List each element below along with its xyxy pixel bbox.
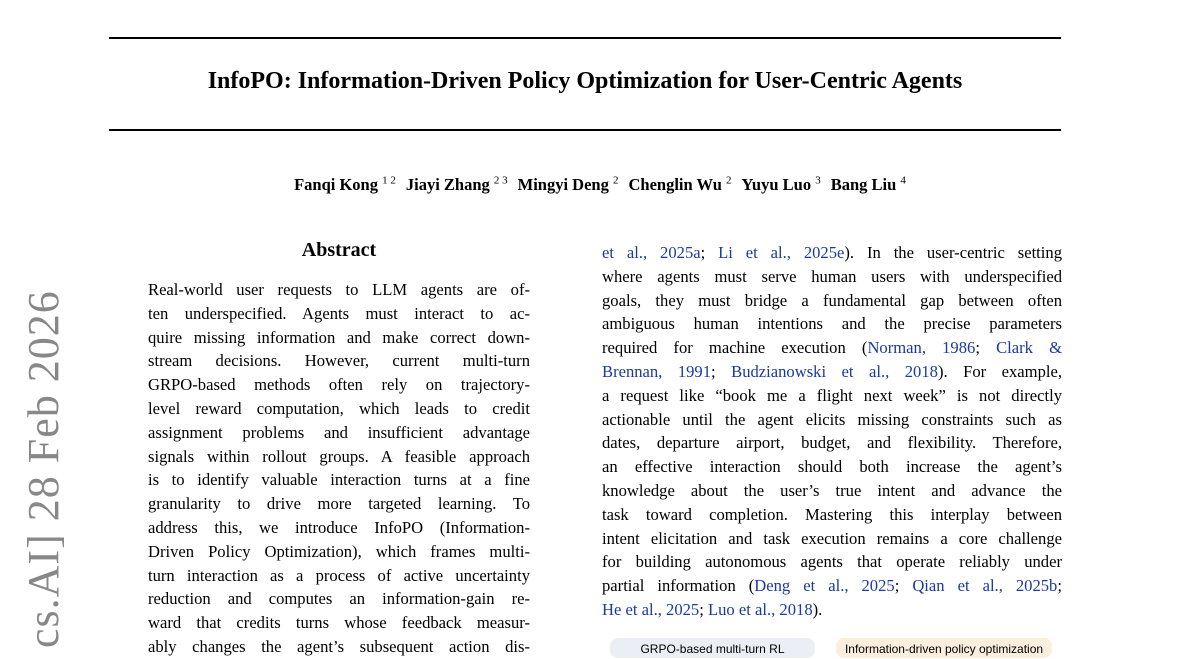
text-line [602,503,1062,527]
author-affiliation: 2 3 [493,174,508,186]
text-span: partial information ( [602,576,755,596]
text-span: ; [711,361,732,381]
text-line [602,336,1062,360]
figure-box-infopo: Information-driven policy optimization [836,638,1052,658]
text-line [602,455,1062,479]
paper-title: InfoPO: Information-Driven Policy Optimization for User-Centric Agents [207,68,963,94]
citation-link[interactable]: Clark & [996,338,1062,358]
abstract-line: turn interaction as a process of active uncertainty [148,565,530,585]
abstract-line: address this, we introduce InfoPO (Information- [148,517,530,537]
top-rule [109,37,1061,39]
text-line [602,550,1062,574]
author-affiliation: 4 [900,174,906,186]
abstract-body [148,278,530,659]
text-line [602,479,1062,503]
text-line [602,360,1062,384]
abstract-line: level reward computation, which leads to credit [148,398,530,418]
author [628,175,731,194]
text-span: for building autonomous agents that operate reliably under [602,552,1062,572]
abstract-heading: Abstract [301,239,377,261]
author [831,175,906,194]
text-span: actionable until the agent elicits missing constraints such as [602,409,1062,429]
author-name: Fanqi Kong [294,174,378,194]
text-line [602,598,1062,622]
citation-link[interactable]: Norman, 1986 [867,338,976,358]
text-span: required for machine execution ( [602,338,868,358]
title-rule [109,129,1061,131]
abstract-line: quire missing information and make correct down- [148,327,530,347]
author [742,175,821,194]
citation-link[interactable]: et al., 2025a [602,243,701,262]
citation-link[interactable]: Deng et al., 2025 [754,576,895,596]
abstract-line: GRPO-based methods often rely on trajectory- [148,375,530,395]
text-span: ambiguous human intentions and the precise parameters [602,314,1062,334]
citation-link[interactable]: Li et al., 2025e [718,243,845,262]
citation-link[interactable]: Budzianowski et al., 2018 [731,361,938,381]
abstract-line: ten underspecified. Agents must interact to ac- [148,303,530,323]
author-list [0,174,1200,195]
citation-link[interactable]: Luo et al., 2018 [708,599,813,619]
author [406,175,508,194]
text-span: ; [894,576,913,596]
abstract-line: is to identify valuable interaction turns at a fine [148,470,530,490]
text-span: ; [699,599,708,619]
author [518,175,619,194]
abstract-line: Driven Policy Optimization), which frames multi- [148,541,530,561]
text-line [602,312,1062,336]
text-span: intent elicitation and task execution remains a core challenge [602,528,1062,548]
author-affiliation: 3 [815,174,821,186]
text-span: task toward completion. Mastering this interplay between [602,504,1062,524]
author-name: Mingyi Deng [517,174,609,194]
author-name: Bang Liu [830,174,897,194]
text-line [602,289,1062,313]
text-line [602,408,1062,432]
text-line [602,265,1062,289]
abstract-line: Real-world user requests to LLM agents are of- [148,280,530,299]
text-line [602,384,1062,408]
author-affiliation: 2 [612,174,619,186]
text-span: an effective interaction should both increase the agent’s [602,457,1062,477]
text-span: a request like “book me a flight next week” is not directly [602,385,1062,405]
text-span: where agents must serve human users with underspecified [602,266,1062,286]
abstract-line: ward that credits turns whose feedback measur- [148,613,530,633]
text-line [602,527,1062,551]
introduction-body [602,241,1062,622]
author-name: Jiayi Zhang [405,174,490,194]
abstract-line: assignment problems and insufficient advantage [148,422,530,442]
arxiv-stamp: cs.AI] 28 Feb 2026 [19,290,68,648]
text-span: goals, they must bridge a fundamental gap between often [602,290,1062,310]
text-line [602,574,1062,598]
author-affiliation: 1 2 [382,174,396,186]
author-name: Chenglin Wu [628,174,722,194]
abstract-line: ably changes the agent’s subsequent action dis- [148,636,530,656]
text-span: ; [700,243,719,262]
text-line [602,431,1062,455]
text-span: ). In the user-centric setting [844,243,1062,262]
text-span: ; [1057,576,1062,596]
citation-link[interactable]: Qian et al., 2025b [912,576,1058,596]
citation-link[interactable]: He et al., 2025 [602,599,700,619]
text-span: knowledge about the user’s true intent and advance the [602,480,1062,500]
author-name: Yuyu Luo [741,174,812,194]
text-span: ). [812,599,823,619]
author-affiliation: 2 [726,174,732,186]
text-span: ; [975,338,997,358]
text-line [602,241,1062,265]
abstract-line: reduction and computes an information-gain re- [148,589,530,609]
text-span: ). For example, [937,361,1062,381]
citation-link[interactable]: Brennan, 1991 [602,361,712,381]
text-span: dates, departure airport, budget, and flexibility. Therefore, [602,433,1062,453]
author [294,175,396,194]
figure-box-grpo: GRPO-based multi-turn RL [610,638,815,658]
abstract-line: granularity to drive more targeted learning. To [148,494,530,514]
abstract-line: signals within rollout groups. A feasible approach [148,446,530,466]
abstract-line: stream decisions. However, current multi-turn [148,351,530,371]
